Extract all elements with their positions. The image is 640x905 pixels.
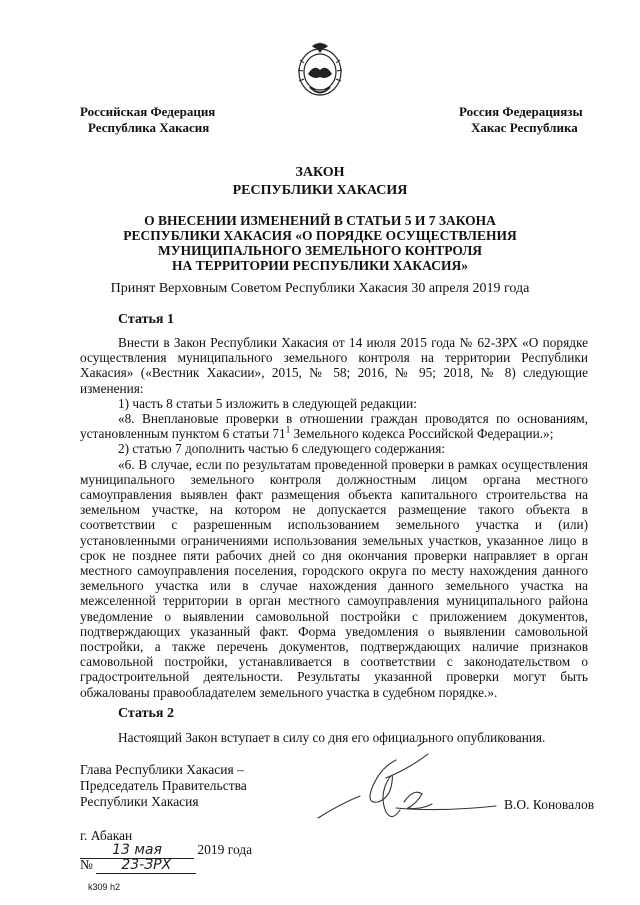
date-year: 2019 года	[197, 842, 253, 857]
header-right	[459, 104, 583, 136]
header-right-line1: Россия Федерациязы	[459, 104, 583, 119]
article-1-heading: Статья 1	[118, 312, 174, 327]
place-of-signing: г. Абакан	[80, 828, 133, 843]
number-sign: №	[80, 857, 93, 872]
number-handwritten: 23-ЗРХ	[96, 857, 196, 874]
signer-name: В.О. Коновалов	[504, 797, 595, 812]
header-left-line2: Республика Хакасия	[88, 120, 210, 135]
footer-code: k309 h2	[88, 882, 121, 892]
article-1-item-2: 2) статью 7 дополнить частью 6 следующего содержания:	[118, 441, 446, 457]
subtitle-line: О ВНЕСЕНИИ ИЗМЕНЕНИЙ В СТАТЬИ 5 И 7 ЗАКОНА	[144, 213, 496, 228]
law-subtitle	[118, 213, 522, 273]
article-1-body	[80, 335, 588, 700]
subtitle-line: МУНИЦИПАЛЬНОГО ЗЕМЕЛЬНОГО КОНТРОЛЯ	[157, 243, 483, 258]
article-1-intro: Внести в Закон Республики Хакасия от 14 июля 2015 года № 62-ЗРХ «О порядке осуществления муниципального земельного контроля на территории Республики Хакасия» («Вестник Хакасии», 2015, № 58; 2016, № 95; 2018, № 8) следующие изменения:	[80, 335, 588, 396]
signatory-title-line2: Председатель Правительства	[80, 778, 247, 793]
signatory-title-line3: Республики Хакасия	[80, 794, 199, 809]
law-title: ЗАКОН	[295, 165, 345, 180]
article-2-text: Настоящий Закон вступает в силу со дня его официального опубликования.	[118, 730, 546, 745]
law-number	[80, 857, 196, 874]
item-1-superscript: 1	[285, 424, 291, 435]
header-left-line1: Российская Федерация	[80, 104, 216, 119]
coat-of-arms-emblem	[292, 40, 348, 100]
article-1-item-2-text: «6. В случае, если по результатам проведенной проверки в рамках осуществления муниципального земельного контроля должностным лицом органа местного самоуправления выявлен факт размещения объекта капитального строительства на земельном участке, на котором не допускается размещение такого объекта в соответствии с разрешенным использованием земельного участка и (или) установленными ограничениями использования земельных участков, указанное лицо в срок не позднее пяти рабочих дней со дня окончания проверки направляет в орган местного самоуправления поселения, городского округа по месту нахождения данного земельного участка или в случае нахождения данного земельного участка на межселенной территории в орган местного самоуправления муниципального района уведомление о выявлении самовольной постройки с приложением документов, подтверждающих указанный факт. Форма уведомления о выявлении самовольной постройки, а также перечень документов, подтверждающих наличие признаков самовольной постройки, устанавливается в соответствии с законодательством о градостроительной деятельности. Результаты указанной проверки могут быть обжалованы правообладателем земельного участка в судебном порядке.».	[80, 456, 588, 700]
article-1-item-1-text	[80, 411, 588, 441]
article-1-item-1: 1) часть 8 статьи 5 изложить в следующей редакции:	[118, 395, 417, 411]
handwritten-signature	[300, 738, 500, 834]
item-1-text-b: Земельного кодекса Российской Федерации.»;	[290, 426, 554, 442]
header-right-line2: Хакас Республика	[471, 120, 578, 135]
header-left	[80, 104, 215, 136]
signatory-title-line1: Глава Республики Хакасия –	[80, 762, 244, 777]
subtitle-line: НА ТЕРРИТОРИИ РЕСПУБЛИКИ ХАКАСИЯ»	[172, 258, 468, 273]
subtitle-line: РЕСПУБЛИКИ ХАКАСИЯ «О ПОРЯДКЕ ОСУЩЕСТВЛЕНИЯ	[123, 228, 517, 243]
date-handwritten: 13 мая	[80, 842, 194, 859]
signature-block	[80, 762, 247, 810]
adoption-statement: Принят Верховным Советом Республики Хакасия 30 апреля 2019 года	[110, 281, 530, 296]
item-1-text-a: «8. Внеплановые проверки в отношении граждан проводятся по основаниям, установленным пунктом 6 статьи 71	[80, 411, 588, 442]
article-2-heading: Статья 2	[118, 706, 174, 721]
law-title-republic: РЕСПУБЛИКИ ХАКАСИЯ	[232, 183, 408, 198]
